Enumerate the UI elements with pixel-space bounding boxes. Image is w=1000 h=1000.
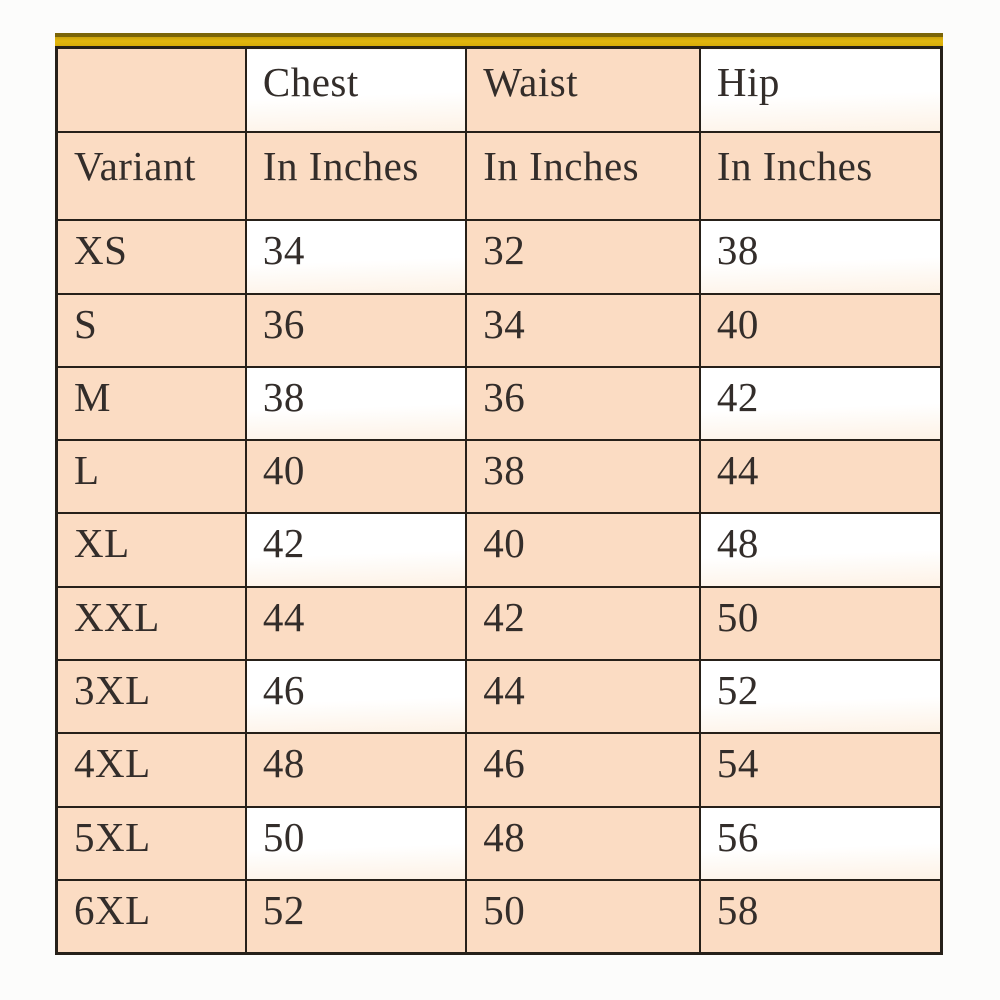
hip-value-cell: 48 [700,513,942,586]
header-row-units [57,132,942,220]
table-row-3xl [57,660,942,733]
header-cell-chest: Chest [246,48,466,132]
waist-value-cell: 44 [466,660,700,733]
variant-cell: XXL [57,587,246,660]
hip-value-cell: 38 [700,220,942,293]
table-row-l [57,440,942,513]
table-row-4xl [57,733,942,806]
header-cell-waist-units: In Inches [466,132,700,220]
waist-value-cell: 42 [466,587,700,660]
header-row-measures [57,48,942,132]
hip-value-cell: 50 [700,587,942,660]
chest-value-cell: 48 [246,733,466,806]
gold-accent-bar [55,33,943,46]
waist-value-cell: 32 [466,220,700,293]
header-cell-variant: Variant [57,132,246,220]
variant-cell: 3XL [57,660,246,733]
waist-value-cell: 40 [466,513,700,586]
hip-value-cell: 54 [700,733,942,806]
hip-value-cell: 44 [700,440,942,513]
hip-value-cell: 40 [700,294,942,367]
table-row-xl [57,513,942,586]
chest-value-cell: 38 [246,367,466,440]
table-row-5xl [57,807,942,880]
table-row-xs [57,220,942,293]
variant-cell: XL [57,513,246,586]
variant-cell: 5XL [57,807,246,880]
variant-cell: 6XL [57,880,246,953]
chest-value-cell: 44 [246,587,466,660]
chest-value-cell: 40 [246,440,466,513]
header-cell-blank [57,48,246,132]
chest-value-cell: 46 [246,660,466,733]
hip-value-cell: 52 [700,660,942,733]
hip-value-cell: 42 [700,367,942,440]
header-cell-hip: Hip [700,48,942,132]
waist-value-cell: 50 [466,880,700,953]
table-row-s [57,294,942,367]
size-chart [55,33,943,955]
waist-value-cell: 38 [466,440,700,513]
header-cell-chest-units: In Inches [246,132,466,220]
chest-value-cell: 52 [246,880,466,953]
waist-value-cell: 34 [466,294,700,367]
chest-value-cell: 34 [246,220,466,293]
variant-cell: S [57,294,246,367]
hip-value-cell: 56 [700,807,942,880]
waist-value-cell: 46 [466,733,700,806]
chest-value-cell: 50 [246,807,466,880]
chest-value-cell: 42 [246,513,466,586]
table-row-xxl [57,587,942,660]
variant-cell: M [57,367,246,440]
variant-cell: XS [57,220,246,293]
variant-cell: 4XL [57,733,246,806]
waist-value-cell: 48 [466,807,700,880]
table-row-m [57,367,942,440]
header-cell-hip-units: In Inches [700,132,942,220]
table-row-6xl [57,880,942,953]
size-chart-table [55,46,943,955]
waist-value-cell: 36 [466,367,700,440]
header-cell-waist: Waist [466,48,700,132]
hip-value-cell: 58 [700,880,942,953]
chest-value-cell: 36 [246,294,466,367]
variant-cell: L [57,440,246,513]
